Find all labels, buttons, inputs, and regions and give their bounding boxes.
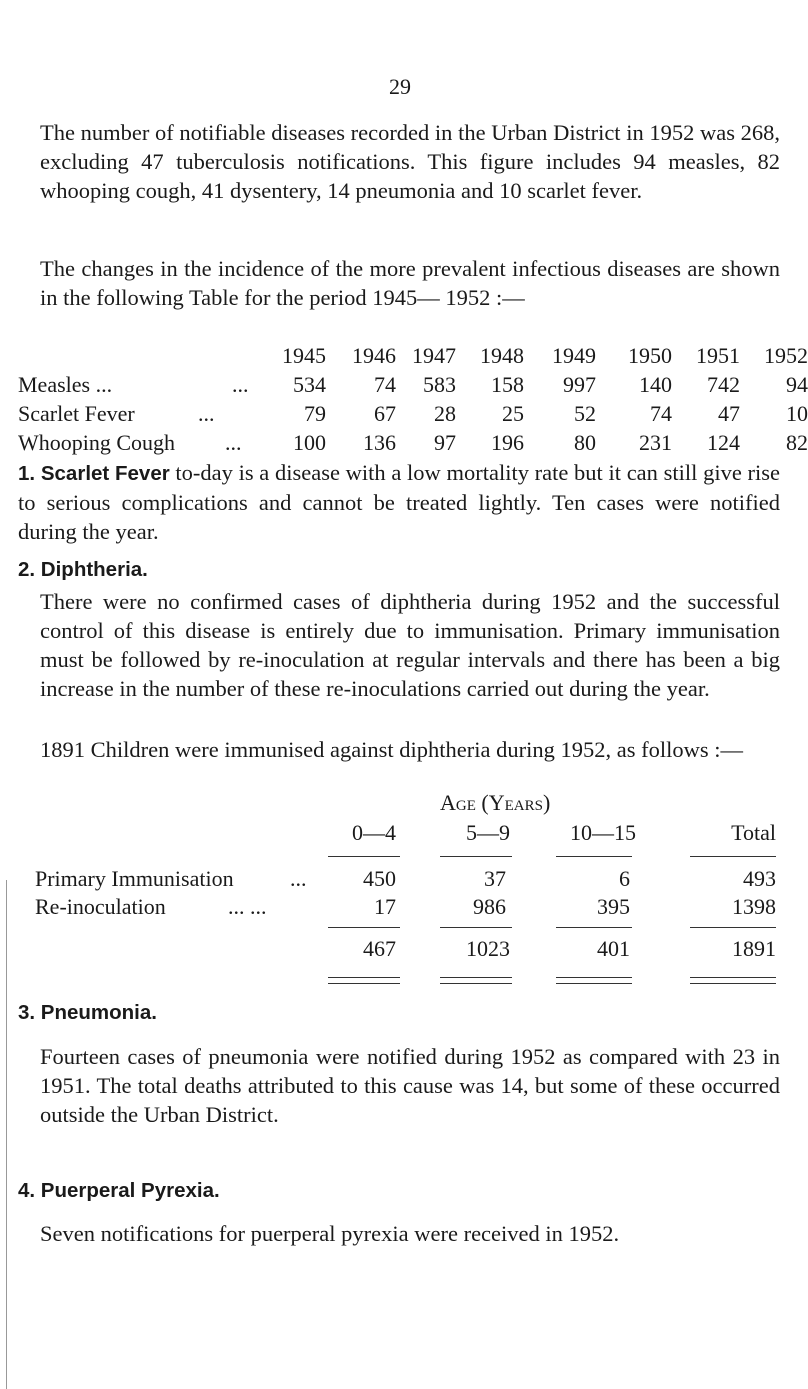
table-cell: 74 xyxy=(650,401,672,426)
table-cell: 17 xyxy=(374,894,396,919)
double-rule xyxy=(556,977,632,984)
row-label: Measles ... xyxy=(18,372,113,397)
header-rule xyxy=(328,856,400,857)
double-rule xyxy=(690,977,776,984)
section-text: to-day is a disease with a low mortality rate but it can still give rise to serious complications and cannot be treated lightly. Ten cases were notified during the year. xyxy=(18,460,780,544)
year-header: 1949 xyxy=(552,343,596,368)
table-cell: 231 xyxy=(639,430,672,455)
total-cell: 1023 xyxy=(466,936,510,961)
section-diphtheria xyxy=(18,587,780,703)
section-text: Seven notifications for puerperal pyrexia were received in 1952. xyxy=(40,1221,620,1246)
table-cell: 196 xyxy=(491,430,524,455)
section-puerperal-pyrexia xyxy=(18,1219,780,1248)
section-pneumonia xyxy=(18,1042,780,1129)
immunised-paragraph xyxy=(18,735,780,764)
page-number: 29 xyxy=(389,74,411,99)
section-heading-diphtheria: 2. Diphtheria. xyxy=(18,558,148,581)
table-cell: 124 xyxy=(707,430,740,455)
incidence-table xyxy=(18,343,808,459)
double-rule xyxy=(440,977,512,984)
year-header: 1946 xyxy=(352,343,396,368)
section-text: Fourteen cases of pneumonia were notified during 1952 as compared with 23 in 1951. The total deaths attributed to this cause was 14, but some of these occurred outside the Urban District. xyxy=(40,1044,780,1127)
section-heading: 1. Scarlet Fever xyxy=(18,462,170,485)
leader-dots: ... xyxy=(198,401,215,426)
table-cell: 97 xyxy=(434,430,456,455)
table-cell: 136 xyxy=(363,430,396,455)
year-header: 1951 xyxy=(696,343,740,368)
table-cell: 28 xyxy=(434,401,456,426)
table-cell: 583 xyxy=(423,372,456,397)
leader-dots: ... xyxy=(232,372,249,397)
intro-text-2: The changes in the incidence of the more prevalent infectious diseases are shown in the following Table for the period 1945— 1952 :— xyxy=(40,256,780,310)
leader-dots: ... xyxy=(225,430,242,455)
double-rule xyxy=(328,977,400,984)
table-cell: 94 xyxy=(786,372,808,397)
incidence-row-scarlet-fever xyxy=(18,401,808,430)
row-label: Primary Immunisation xyxy=(35,866,234,891)
table-cell: 82 xyxy=(786,430,808,455)
header-rule xyxy=(440,856,512,857)
age-header xyxy=(440,790,640,816)
table-cell: 100 xyxy=(293,430,326,455)
incidence-row-measles xyxy=(18,372,808,401)
table-cell: 37 xyxy=(484,866,506,891)
header-rule xyxy=(690,856,776,857)
column-header: Total xyxy=(731,820,776,845)
table-cell: 80 xyxy=(574,430,596,455)
table-cell: 158 xyxy=(491,372,524,397)
leader-dots: ... ... xyxy=(228,894,267,919)
total-cell: 467 xyxy=(363,936,396,961)
year-header: 1945 xyxy=(282,343,326,368)
subtotal-rule xyxy=(556,927,632,928)
table-cell: 10 xyxy=(786,401,808,426)
column-header: 5—9 xyxy=(466,820,510,845)
section-scarlet-fever xyxy=(18,458,780,546)
margin-binding-line xyxy=(6,880,7,1389)
table-cell: 52 xyxy=(574,401,596,426)
table-cell: 493 xyxy=(743,866,776,891)
table-cell: 47 xyxy=(718,401,740,426)
row-label: Re-inoculation xyxy=(35,894,166,919)
table-cell: 986 xyxy=(473,894,506,919)
section-heading-pneumonia: 3. Pneumonia. xyxy=(18,1001,157,1024)
table-cell: 450 xyxy=(363,866,396,891)
intro-paragraph-2 xyxy=(18,254,780,312)
section-text: There were no confirmed cases of diphtheria during 1952 and the successful control of this disease is entirely due to immunisation. Primary immunisation must be followed by re-inoculation at regular intervals and there has been a big increase in the number of these re-inoculations carried out during the year. xyxy=(40,589,780,701)
row-label: Whooping Cough xyxy=(18,430,176,455)
year-header: 1947 xyxy=(412,343,456,368)
subtotal-rule xyxy=(690,927,776,928)
incidence-header-row xyxy=(18,343,808,372)
intro-text-1: The number of notifiable diseases recorded in the Urban District in 1952 was 268, excluding 47 tuberculosis notifications. This figure includes 94 measles, 82 whooping cough, 41 dysentery, 14 pneumonia and 10 scarlet fever. xyxy=(40,120,780,203)
table-cell: 742 xyxy=(707,372,740,397)
row-label: Scarlet Fever xyxy=(18,401,135,426)
column-header: 10—15 xyxy=(570,820,636,845)
total-cell: 1891 xyxy=(732,936,776,961)
age-header-text: Age (Years) xyxy=(440,790,551,815)
subtotal-rule xyxy=(328,927,400,928)
table-cell: 74 xyxy=(374,372,396,397)
table-cell: 67 xyxy=(374,401,396,426)
table-cell: 997 xyxy=(563,372,596,397)
incidence-row-whooping-cough xyxy=(18,430,808,459)
table-cell: 534 xyxy=(293,372,326,397)
intro-paragraph-1 xyxy=(18,118,780,205)
table-cell: 25 xyxy=(502,401,524,426)
year-header: 1952 xyxy=(764,343,808,368)
leader-dots: ... xyxy=(290,866,307,891)
header-rule xyxy=(556,856,632,857)
table-cell: 140 xyxy=(639,372,672,397)
table-cell: 79 xyxy=(304,401,326,426)
table-cell: 395 xyxy=(597,894,630,919)
subtotal-rule xyxy=(440,927,512,928)
total-cell: 401 xyxy=(597,936,630,961)
section-heading-puerperal-pyrexia: 4. Puerperal Pyrexia. xyxy=(18,1179,220,1202)
immunised-text: 1891 Children were immunised against diphtheria during 1952, as follows :— xyxy=(40,737,744,762)
column-header: 0—4 xyxy=(352,820,396,845)
table-cell: 6 xyxy=(619,866,630,891)
year-header: 1948 xyxy=(480,343,524,368)
year-header: 1950 xyxy=(628,343,672,368)
table-cell: 1398 xyxy=(732,894,776,919)
